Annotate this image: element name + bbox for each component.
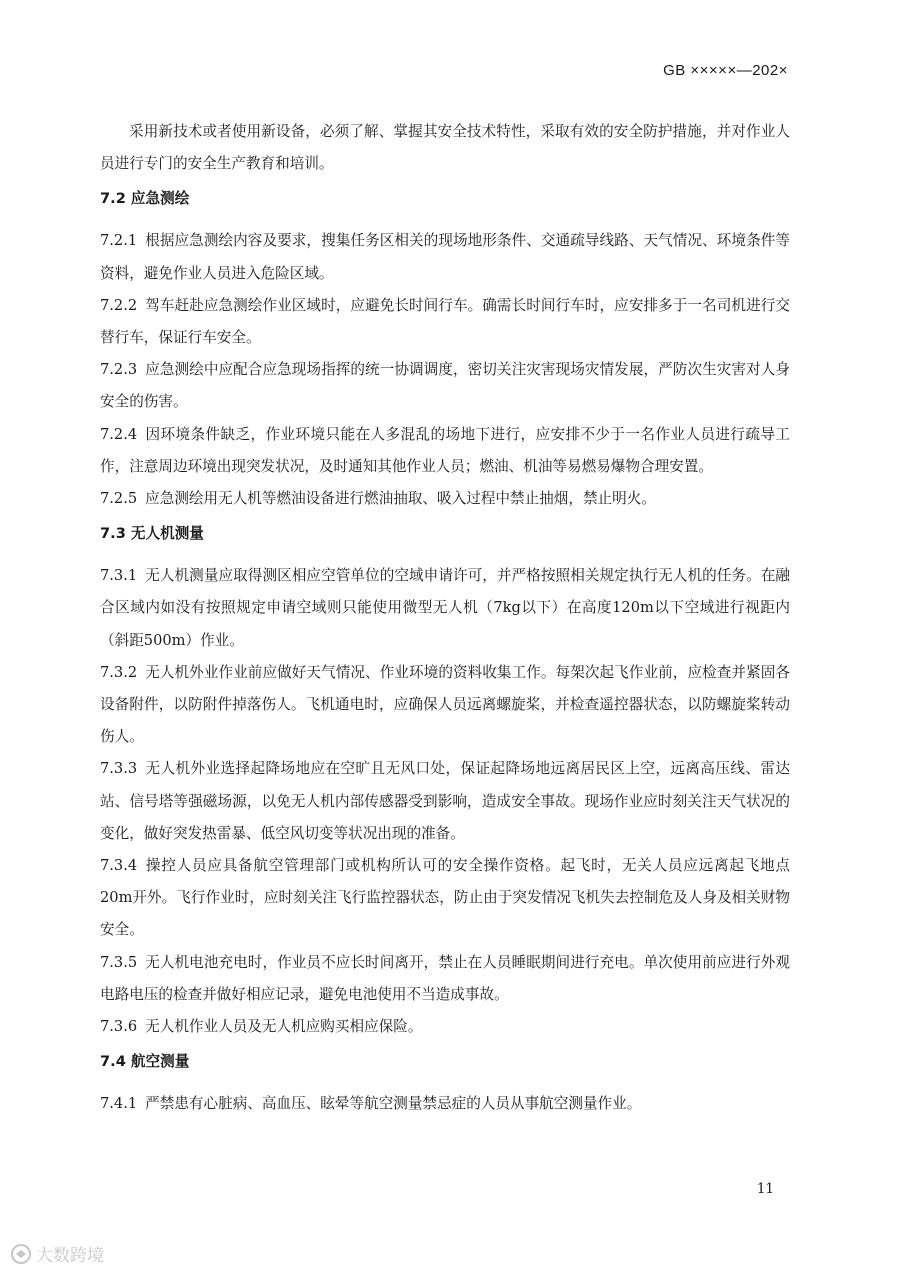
clause-paragraph — [100, 560, 790, 657]
clause-paragraph — [100, 657, 790, 754]
clause-paragraph — [100, 850, 790, 947]
clause-number: 7.3.1 — [100, 567, 138, 585]
clause-number: 7.3.5 — [100, 953, 138, 971]
section-heading: 7.2 应急测绘 — [100, 190, 190, 208]
clause-paragraph — [100, 1011, 790, 1043]
brand-logo-icon — [10, 1243, 32, 1265]
clause-text: 严禁患有心脏病、高血压、眩晕等航空测量禁忌症的人员从事航空测量作业。 — [145, 1095, 642, 1113]
clause-number: 7.3.4 — [100, 857, 138, 875]
clause-paragraph — [100, 419, 790, 483]
clause-text: 驾车赶赴应急测绘作业区域时，应避免长时间行车。确需长时间行车时，应安排多于一名司机进行交替行车，保证行车安全。 — [100, 296, 790, 347]
clause-text: 无人机外业选择起降场地应在空旷且无风口处，保证起降场地远离居民区上空，远离高压线、雷达站、信号塔等强磁场源，以免无人机内部传感器受到影响，造成安全事故。现场作业应时刻关注天气状况的变化，做好突发热雷暴、低空风切变等状况出现的准备。 — [100, 760, 790, 842]
clause-paragraph — [100, 225, 790, 289]
clause-number: 7.3.3 — [100, 760, 138, 778]
clause-paragraph — [100, 483, 790, 515]
clause-number: 7.2.4 — [100, 425, 138, 443]
section-heading: 7.4 航空测量 — [100, 1053, 190, 1071]
clause-text: 无人机外业作业前应做好天气情况、作业环境的资料收集工作。每架次起飞作业前，应检查并紧固各设备附件，以防附件掉落伤人。飞机通电时，应确保人员远离螺旋桨，并检查遥控器状态，以防螺旋桨转动伤人。 — [100, 663, 790, 746]
document-body — [100, 116, 790, 1120]
clause-number: 7.2.2 — [100, 296, 138, 314]
clause-number: 7.2.1 — [100, 232, 138, 250]
page-number: 11 — [756, 1181, 774, 1197]
clause-text: 操控人员应具备航空管理部门或机构所认可的安全操作资格。起飞时，无关人员应远离起飞地点20m开外。飞行作业时，应时刻关注飞行监控器状态，防止由于突发情况飞机失去控制危及人身及相关财物安全。 — [100, 857, 790, 939]
clause-paragraph — [100, 290, 790, 354]
clause-paragraph — [100, 1088, 790, 1120]
clause-text: 因环境条件缺乏，作业环境只能在人多混乱的场地下进行，应安排不少于一名作业人员进行疏导工作，注意周边环境出现突发状况，及时通知其他作业人员；燃油、机油等易燃易爆物合理安置。 — [100, 425, 790, 475]
clause-paragraph — [100, 753, 790, 850]
clause-text: 无人机作业人员及无人机应购买相应保险。 — [145, 1018, 423, 1036]
clause-number: 7.3.6 — [100, 1018, 138, 1036]
clause-number: 7.2.3 — [100, 361, 138, 379]
watermark — [10, 1241, 104, 1266]
clause-text: 无人机测量应取得测区相应空管单位的空域申请许可，并严格按照相关规定执行无人机的任务。在融合区域内如没有按照规定申请空域则只能使用微型无人机（7kg以下）在高度120m以下空域进行视距内（斜距500m）作业。 — [100, 567, 790, 649]
body-paragraph — [100, 116, 790, 180]
clause-paragraph — [100, 354, 790, 418]
clause-text: 根据应急测绘内容及要求，搜集任务区相关的现场地形条件、交通疏导线路、天气情况、环境条件等资料，避免作业人员进入危险区域。 — [100, 232, 790, 282]
clause-number: 7.3.2 — [100, 663, 138, 681]
clause-text: 采用新技术或者使用新设备，必须了解、掌握其安全技术特性，采取有效的安全防护措施，并对作业人员进行专门的安全生产教育和培训。 — [100, 123, 790, 173]
standard-code-header: GB ×××××—202× — [663, 62, 788, 79]
section-heading: 7.3 无人机测量 — [100, 525, 204, 543]
clause-number: 7.4.1 — [100, 1095, 138, 1113]
watermark-text: 大数跨境 — [36, 1246, 104, 1266]
clause-text: 应急测绘中应配合应急现场指挥的统一协调调度，密切关注灾害现场灾情发展，严防次生灾害对人身安全的伤害。 — [100, 361, 790, 411]
clause-text: 无人机电池充电时，作业员不应长时间离开，禁止在人员睡眠期间进行充电。单次使用前应进行外观电路电压的检查并做好相应记录，避免电池使用不当造成事故。 — [100, 953, 790, 1003]
clause-paragraph — [100, 947, 790, 1011]
clause-number: 7.2.5 — [100, 490, 138, 508]
clause-text: 应急测绘用无人机等燃油设备进行燃油抽取、吸入过程中禁止抽烟，禁止明火。 — [145, 490, 656, 508]
